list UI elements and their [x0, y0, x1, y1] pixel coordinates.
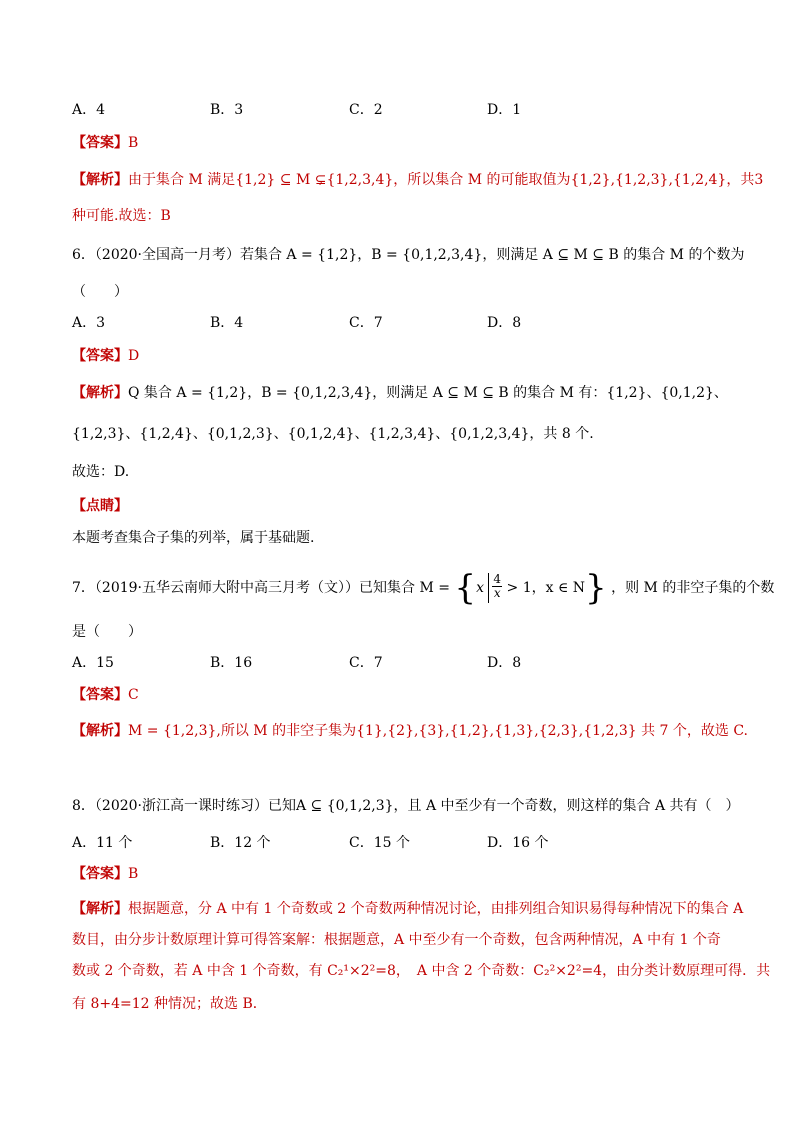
q6-analysis-line-2: {1,2,3}、{1,2,4}、{0,1,2,3}、{0,1,2,4}、{1,2,3,4}、{0,1,2,3,4}，共 8 个.: [72, 426, 594, 442]
answer-value: B: [128, 866, 139, 882]
q5-option-a: A．4: [72, 102, 106, 118]
q7-answer: [72, 685, 139, 705]
q8-analysis-line-3: 数或 2 个奇数，若 A 中含 1 个奇数，有 C₂¹×2²=8， A 中含 2 个奇数：C₂²×2²=4，由分类计数原理可得．共: [72, 963, 771, 979]
q7-stem-suffix: ，则 M 的非空子集的个数: [611, 580, 775, 596]
analysis-tag: 【解析】: [72, 385, 128, 401]
q8-option-d: D．16 个: [487, 835, 549, 851]
q7-set-lhs: M =: [419, 580, 450, 596]
analysis-text: 由于集合 M 满足{1,2} ⊆ M ⊊{1,2,3,4}，所以集合 M 的可能取值为{1,2},{1,2,3},{1,2,4}，共3: [128, 172, 764, 188]
answer-tag: 【答案】: [72, 348, 128, 364]
q8-option-a: A．11 个: [72, 835, 133, 851]
analysis-tag: 【解析】: [72, 901, 128, 917]
set-builder-bar: [488, 573, 502, 603]
q6-conclusion: 故选：D.: [72, 464, 130, 480]
answer-value: B: [128, 135, 139, 151]
right-brace-icon: }: [585, 568, 607, 608]
answer-tag: 【答案】: [72, 687, 128, 703]
q6-option-a: A．3: [72, 315, 106, 331]
q8-option-b: B．12 个: [210, 835, 271, 851]
q7-stem-line-2: 是（ ）: [72, 624, 142, 640]
q8-analysis-line-2: 数目，由分步计数原理计算可得答案解：根据题意，A 中至少有一个奇数，包含两种情况，A 中有 1 个奇: [72, 932, 721, 948]
q8-analysis-line-4: 有 8+4=12 种情况；故选 B．: [72, 996, 267, 1012]
q7-analysis: [72, 721, 748, 741]
comment-tag: 【点睛】: [72, 498, 128, 514]
left-brace-icon: {: [454, 568, 477, 608]
q7-option-a: A．15: [72, 655, 114, 671]
fraction-numerator: 4: [493, 572, 502, 586]
q7-stem-line-1: [72, 568, 775, 608]
q7-set-variable: x: [476, 580, 484, 596]
q6-comment-heading: [72, 496, 128, 516]
q7-set-condition: > 1，x ∈ N: [506, 580, 586, 596]
fraction-denominator: x: [493, 586, 501, 600]
q5-answer: [72, 133, 138, 153]
q6-comment: 本题考查集合子集的列举，属于基础题.: [72, 530, 315, 546]
q7-option-c: C．7: [349, 655, 383, 671]
answer-value: D: [128, 348, 140, 364]
q7-option-d: D．8: [487, 655, 522, 671]
analysis-tag: 【解析】: [72, 723, 128, 739]
analysis-tag: 【解析】: [72, 172, 128, 188]
q6-option-b: B．4: [210, 315, 244, 331]
q8-answer: [72, 864, 138, 884]
q8-analysis-line-1: [72, 899, 743, 919]
q6-stem-line-1: 6．（2020·全国高一月考）若集合 A = {1,2}，B = {0,1,2,3,4}，则满足 A ⊆ M ⊆ B 的集合 M 的个数为: [72, 247, 745, 263]
q6-option-c: C．7: [349, 315, 383, 331]
analysis-text: Q 集合 A = {1,2}，B = {0,1,2,3,4}，则满足 A ⊆ M ⊆ B 的集合 M 有：{1,2}、{0,1,2}、: [128, 385, 728, 401]
q5-analysis-line-1: [72, 170, 763, 190]
answer-tag: 【答案】: [72, 866, 128, 882]
q7-option-b: B．16: [210, 655, 253, 671]
answer-value: C: [128, 687, 139, 703]
q6-analysis-line-1: [72, 383, 728, 403]
analysis-text: 根据题意，分 A 中有 1 个奇数或 2 个奇数两种情况讨论，由排列组合知识易得每种情况下的集合 A: [128, 901, 744, 917]
q8-stem: 8．（2020·浙江高一课时练习）已知A ⊆ {0,1,2,3}，且 A 中至少有一个奇数，则这样的集合 A 共有（ ）: [72, 798, 740, 814]
q6-answer: [72, 346, 139, 366]
analysis-text: M = {1,2,3},所以 M 的非空子集为{1},{2},{3},{1,2},{1,3},{2,3},{1,2,3} 共 7 个，故选 C.: [128, 723, 748, 739]
q5-option-b: B．3: [210, 102, 244, 118]
q7-stem-prefix: 7．（2019·五华云南师大附中高三月考（文））已知集合: [72, 580, 415, 596]
q6-option-d: D．8: [487, 315, 522, 331]
q5-analysis-line-2: 种可能.故选：B: [72, 208, 171, 224]
q6-stem-line-2: （ ）: [72, 284, 128, 300]
q7-fraction: [492, 573, 502, 600]
q5-option-d: D．1: [487, 102, 522, 118]
answer-tag: 【答案】: [72, 135, 128, 151]
q8-option-c: C．15 个: [349, 835, 410, 851]
q5-option-c: C．2: [349, 102, 383, 118]
